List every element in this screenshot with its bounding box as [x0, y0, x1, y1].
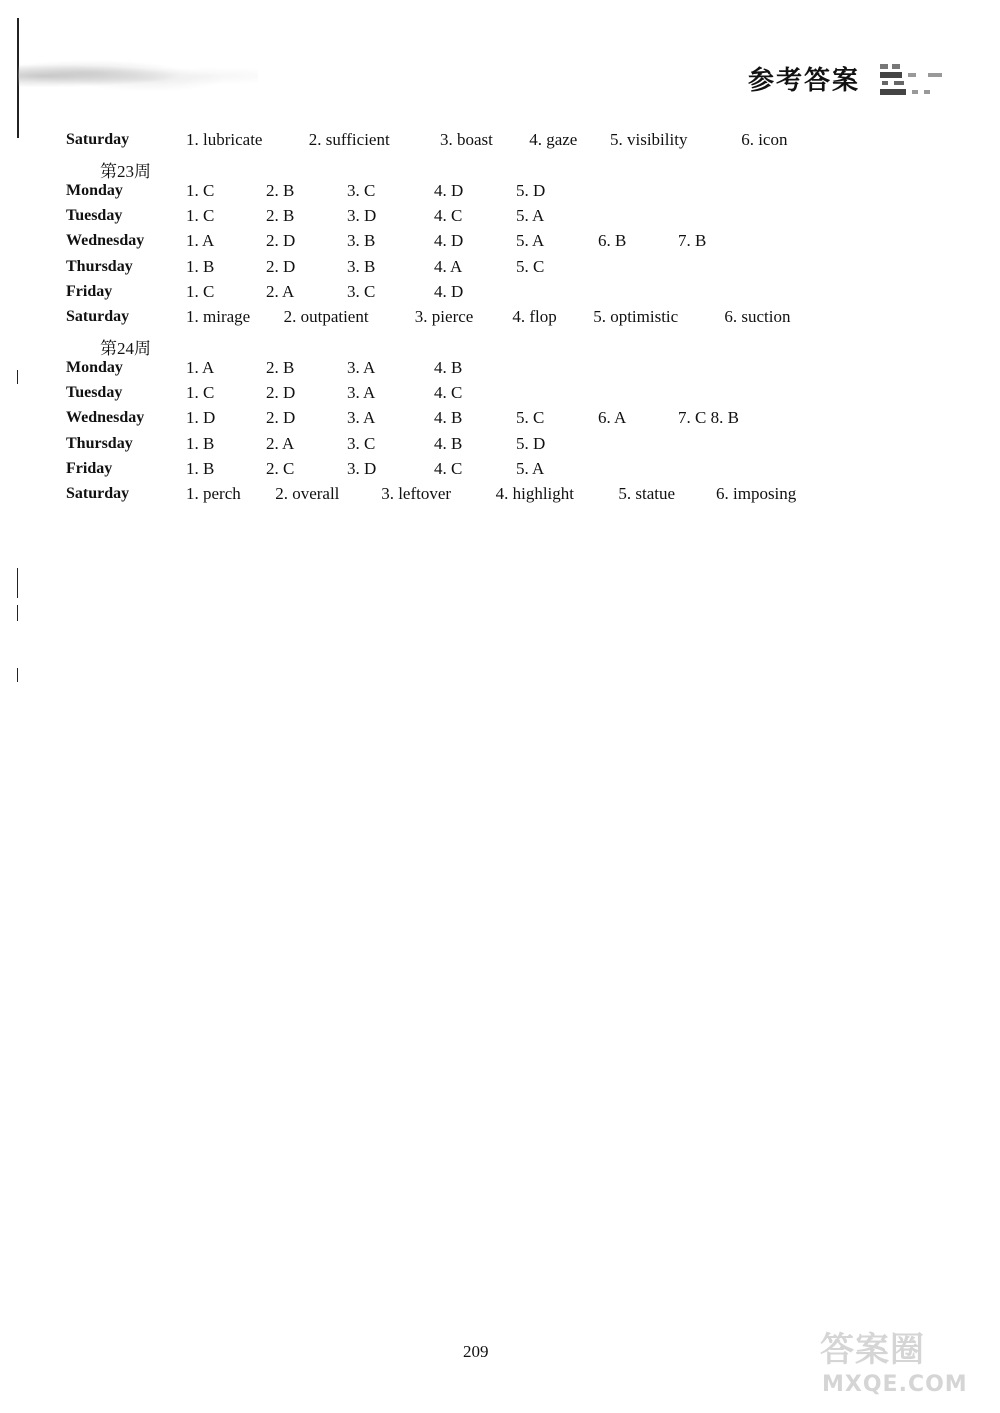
answer-item: 1. lubricate [186, 130, 263, 149]
page-number: 209 [463, 1342, 489, 1361]
answer-item: 4. B [434, 408, 463, 428]
answer-item: 2. D [266, 231, 296, 251]
day-label: Monday [66, 358, 123, 376]
answer-item: 2. C [266, 458, 295, 478]
answer-item: 3. pierce [414, 307, 474, 327]
site-watermark-logo [820, 1322, 990, 1402]
day-label: Saturday [66, 308, 130, 326]
answer-item: 1. mirage [186, 307, 251, 327]
answer-item: 4. C [434, 383, 463, 402]
answer-item: 1. C [186, 205, 215, 225]
watermark-text-bottom: MXQE.COM [822, 1372, 968, 1397]
answer-item: 6. suction [724, 307, 791, 327]
answer-item: 5. visibility [610, 130, 688, 149]
answer-item: 7. C 8. B [678, 408, 739, 428]
answer-item: 1. C [186, 180, 215, 200]
answer-item: 3. B [347, 231, 376, 251]
answer-item: 5. C [516, 408, 545, 428]
answer-item: 3. boast [440, 130, 493, 149]
answer-item: 3. D [347, 205, 377, 225]
answer-item: 4. B [434, 357, 463, 377]
week-label: 第23周 [100, 162, 151, 182]
answer-item: 4. C [434, 205, 463, 225]
answer-item: 4. D [434, 281, 464, 301]
answer-item: 4. D [434, 180, 464, 200]
answer-item: 2. overall [275, 484, 340, 504]
answer-item: 2. D [266, 383, 296, 402]
answer-item: 1. C [186, 281, 215, 301]
day-label: Tuesday [66, 206, 123, 224]
answer-item: 3. A [347, 408, 376, 428]
day-label: Tuesday [66, 384, 123, 401]
answer-item: 5. statue [618, 484, 676, 504]
day-label: Wednesday [66, 409, 145, 427]
answer-item: 4. gaze [529, 130, 578, 149]
answer-item: 2. outpatient [283, 307, 369, 327]
answer-item: 5. A [516, 231, 545, 251]
answer-item: 4. C [434, 458, 463, 478]
answer-item: 2. A [266, 433, 295, 453]
binding-margin-line [17, 605, 18, 621]
answer-item: 3. C [347, 281, 376, 301]
day-label: Saturday [66, 485, 130, 503]
answer-item: 7. B [678, 231, 707, 251]
day-label: Saturday [66, 131, 130, 148]
binding-margin-line [17, 568, 18, 598]
week-label: 第24周 [100, 339, 151, 359]
answer-item: 2. A [266, 281, 295, 301]
answer-item: 1. C [186, 383, 215, 402]
answer-item: 3. A [347, 357, 376, 377]
answer-item: 6. B [598, 231, 627, 251]
answer-item: 3. C [347, 433, 376, 453]
answer-item: 5. A [516, 205, 545, 225]
answer-item: 2. sufficient [308, 130, 390, 149]
answer-item: 2. B [266, 205, 295, 225]
day-label: Thursday [66, 257, 133, 275]
page-header-title: 参考答案 [748, 66, 861, 96]
answer-item: 3. C [347, 180, 376, 200]
answer-item: 3. B [347, 256, 376, 276]
answer-item: 2. D [266, 256, 296, 276]
answer-item: 4. flop [512, 307, 557, 327]
answer-item: 6. imposing [716, 484, 797, 504]
answer-item: 5. A [516, 458, 545, 478]
answer-item: 1. B [186, 433, 215, 453]
answer-item: 1. D [186, 408, 216, 428]
answer-item: 4. B [434, 433, 463, 453]
answer-item: 6. A [598, 408, 627, 428]
answer-item: 5. optimistic [593, 307, 679, 327]
answer-item: 6. icon [741, 130, 788, 149]
binding-margin-line [17, 370, 18, 384]
answer-item: 1. A [186, 357, 215, 377]
day-label: Friday [66, 282, 113, 300]
answer-item: 5. D [516, 433, 546, 453]
answer-item: 1. A [186, 231, 215, 251]
day-label: Monday [66, 181, 123, 199]
answer-item: 2. B [266, 357, 295, 377]
answer-item: 4. D [434, 231, 464, 251]
answer-item: 3. A [347, 383, 376, 402]
answer-item: 1. B [186, 458, 215, 478]
answer-item: 2. D [266, 408, 296, 428]
day-label: Thursday [66, 434, 133, 452]
answer-item: 1. B [186, 256, 215, 276]
answer-item: 3. D [347, 458, 377, 478]
watermark-text-top: 答案圈 [820, 1330, 925, 1370]
answer-item: 5. D [516, 180, 546, 200]
answer-item: 2. B [266, 180, 295, 200]
answer-item: 1. perch [186, 484, 241, 504]
day-label: Friday [66, 459, 113, 477]
header-ornament-icon [878, 62, 948, 98]
answer-item: 4. A [434, 256, 463, 276]
day-label: Wednesday [66, 232, 145, 250]
answer-item: 3. leftover [381, 484, 452, 504]
header-decoration-band [18, 58, 258, 94]
answer-item: 5. C [516, 256, 545, 276]
binding-margin-line [17, 668, 18, 682]
answer-item: 4. highlight [495, 484, 574, 504]
